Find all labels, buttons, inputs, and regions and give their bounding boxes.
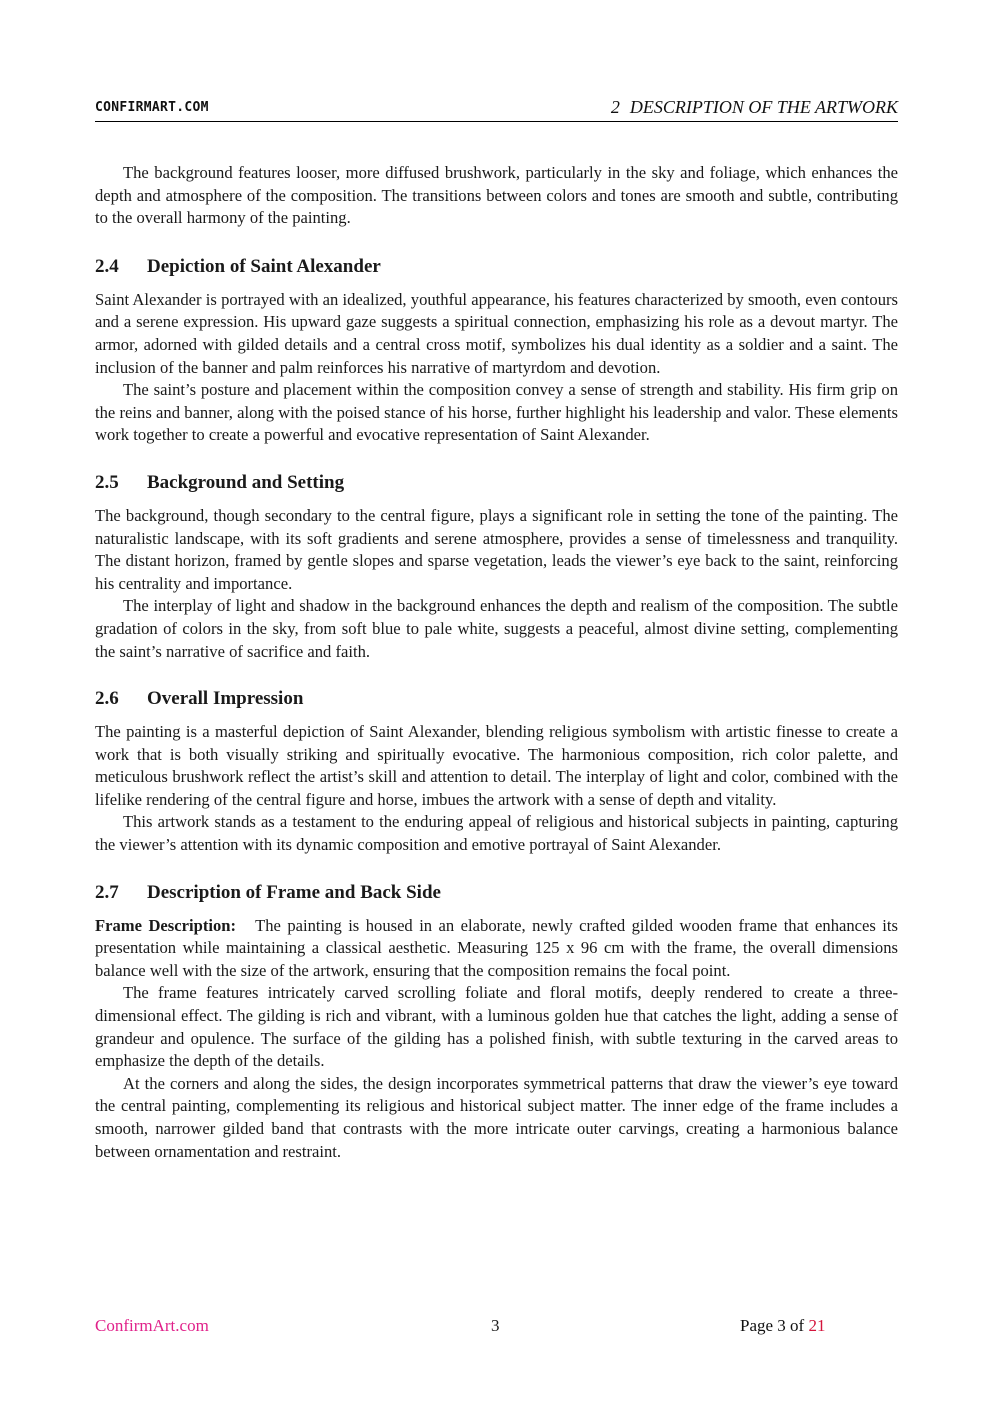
section-number: 2.7 [95, 881, 119, 903]
paragraph: At the corners and along the sides, the design incorporates symmetrical patterns that draw the viewer’s eye toward the central painting, complementing its religious and historical subject matter. The inner edge of the frame includes a smooth, narrower gilded band that contrasts with the more intricate outer carvings, creating a harmonious balance between ornamentation and restraint. [95, 1073, 898, 1161]
paragraph: Saint Alexander is portrayed with an idealized, youthful appearance, his features characterized by smooth, even contours and a serene expression. His upward gaze suggests a spiritual connection, emphasizing his role as a devout martyr. The armor, adorned with gilded details and a central cross motif, symbolizes his dual identity as a soldier and a saint. The inclusion of the banner and palm reinforces his narrative of martyrdom and devotion. [95, 289, 898, 377]
section-number: 2.4 [95, 255, 119, 277]
paragraph-text: The painting is housed in an elaborate, newly crafted gilded wooden frame that enhances its presentation while maintaining a classical aesthetic. Measuring 125 x 96 cm with the frame, the overall dimensions balance well with the size of the artwork, ensuring that the composition remains the focal point. [95, 915, 898, 980]
paragraph: The interplay of light and shadow in the background enhances the depth and realism of the composition. The subtle gradation of colors in the sky, from soft blue to pale white, suggests a peaceful, almost divine setting, complementing the saint’s narrative of sacrifice and faith. [95, 596, 898, 661]
total-pages-link[interactable]: 21 [808, 1316, 826, 1335]
footer-page-number: 3 [491, 1316, 500, 1335]
paragraph: The frame features intricately carved scrolling foliate and floral motifs, deeply rendered to create a three-dimensional effect. The gilding is rich and vibrant, with a luminous golden hue that catches the light, adding a sense of grandeur and opulence. The surface of the gilding has a polished finish, with subtle texturing in the carved areas to emphasize the depth of the details. [95, 983, 898, 1071]
section-title: Depiction of Saint Alexander [147, 255, 381, 277]
running-head-section-title: DESCRIPTION OF THE ARTWORK [629, 97, 898, 117]
footer-page-count [740, 1316, 825, 1336]
page-body [95, 162, 898, 1163]
section-title: Overall Impression [147, 688, 304, 710]
site-logo[interactable]: CONFIRMART.COM [95, 100, 209, 115]
intro-paragraph: The background features looser, more diffused brushwork, particularly in the sky and foliage, which enhances the depth and atmosphere of the composition. The transitions between colors and tones are smooth and subtle, contributing to the overall harmony of the painting. [95, 163, 898, 228]
paragraph: The background, though secondary to the central figure, plays a significant role in setting the tone of the painting. The naturalistic landscape, with its soft gradients and serene atmosphere, provides a sense of timelessness and tranquility. The distant horizon, framed by gentle slopes and sparse vegetation, leads the viewer’s eye back to the saint, reinforcing his centrality and importance. [95, 505, 898, 593]
section-heading-2-7 [95, 881, 898, 905]
running-head [611, 97, 898, 118]
paragraph: The painting is a masterful depiction of Saint Alexander, blending religious symbolism with artistic finesse to create a work that is both visually striking and spiritually evocative. The harmonious composition, rich color palette, and meticulous brushwork reflect the artist’s skill and attention to detail. The interplay of light and color, combined with the lifelike rendering of the central figure and horse, imbues the artwork with a sense of depth and vitality. [95, 722, 898, 809]
running-head-section-number: 2 [610, 97, 620, 117]
section-heading-2-6 [95, 687, 898, 711]
section-heading-2-5 [95, 471, 898, 495]
section-title: Description of Frame and Back Side [147, 881, 441, 903]
section-number: 2.6 [95, 688, 119, 710]
footer-site-link[interactable]: ConfirmArt.com [95, 1316, 209, 1335]
section-number: 2.5 [95, 471, 119, 493]
section-title: Background and Setting [147, 471, 345, 493]
section-heading-2-4 [95, 255, 898, 279]
page-prefix: Page 3 of [740, 1316, 805, 1335]
paragraph: The saint’s posture and placement within the composition convey a sense of strength and stability. His firm grip on the reins and banner, along with the poised stance of his horse, further highlight his leadership and valor. These elements work together to create a powerful and evocative representation of Saint Alexander. [95, 380, 898, 445]
runin-label: Frame Description: [95, 915, 237, 935]
paragraph [95, 915, 898, 983]
paragraph: This artwork stands as a testament to the enduring appeal of religious and historical subjects in painting, capturing the viewer’s attention with its dynamic composition and emotive portrayal of Saint Alexander. [95, 812, 898, 855]
page-header [95, 97, 898, 122]
